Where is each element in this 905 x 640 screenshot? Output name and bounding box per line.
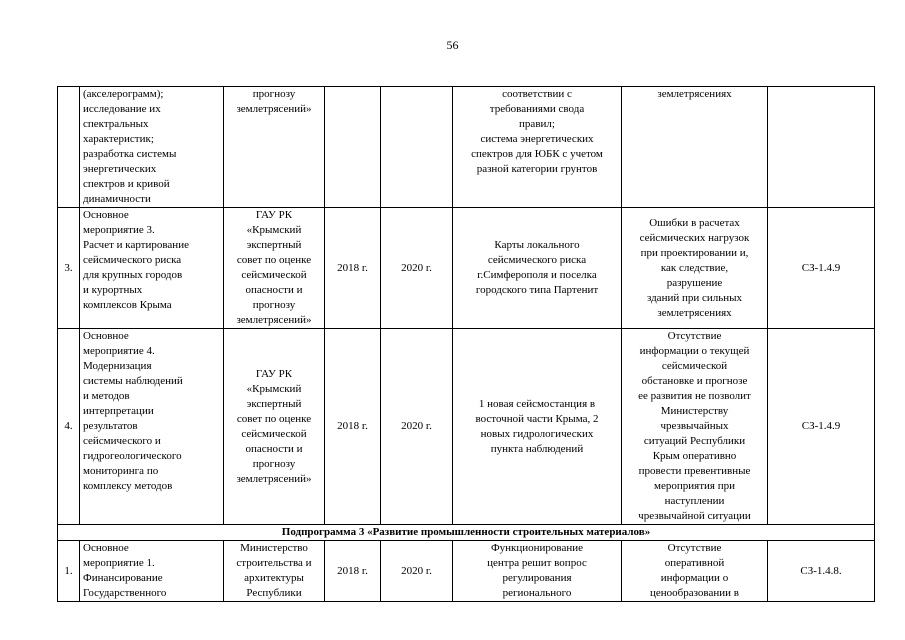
consequence-cell: Отсутствие информации о текущей сейсмической обстановке и прогнозе ее развития не позволит Министерству чрезвычайных ситуаций Республики Крым оперативно провести превентивные мероприятия при наступлении чрезвычайной ситуации xyxy=(622,329,768,525)
code-cell: СЗ-1.4.9 xyxy=(768,329,875,525)
start-year-cell: 2018 г. xyxy=(325,541,381,602)
page-number: 56 xyxy=(446,38,459,52)
executor-cell: Министерство строительства и архитектуры Республики xyxy=(224,541,325,602)
code-cell: СЗ-1.4.8. xyxy=(768,541,875,602)
end-year-cell: 2020 г. xyxy=(381,329,453,525)
result-cell: соответствии с требованиями свода правил; система энергетических спектров для ЮБК с учетом разной категории грунтов xyxy=(453,87,622,208)
end-year-cell: 2020 г. xyxy=(381,208,453,329)
row-number: 1. xyxy=(58,541,80,602)
table-row xyxy=(58,329,875,525)
activity-cell: Основное мероприятие 1. Финансирование Государственного xyxy=(80,541,224,602)
activity-cell: (акселерограмм); исследование их спектральных характеристик; разработка системы энергетических спектров и кривой динамичности xyxy=(80,87,224,208)
row-number xyxy=(58,87,80,208)
result-cell: 1 новая сейсмостанция в восточной части Крыма, 2 новых гидрологических пункта наблюдений xyxy=(453,329,622,525)
code-cell: СЗ-1.4.9 xyxy=(768,208,875,329)
subprogram-heading: Подпрограмма 3 «Развитие промышленности строительных материалов» xyxy=(58,525,875,541)
start-year-cell: 2018 г. xyxy=(325,208,381,329)
table-row xyxy=(58,541,875,602)
consequence-cell: землетрясениях xyxy=(622,87,768,208)
code-cell xyxy=(768,87,875,208)
result-cell: Карты локального сейсмического риска г.Симферополя и поселка городского типа Партенит xyxy=(453,208,622,329)
result-cell: Функционирование центра решит вопрос регулирования регионального xyxy=(453,541,622,602)
end-year-cell xyxy=(381,87,453,208)
start-year-cell xyxy=(325,87,381,208)
consequence-cell: Ошибки в расчетах сейсмических нагрузок при проектировании и, как следствие, разрушение зданий при сильных землетрясениях xyxy=(622,208,768,329)
start-year-cell: 2018 г. xyxy=(325,329,381,525)
executor-cell: прогнозу землетрясений» xyxy=(224,87,325,208)
activity-cell: Основное мероприятие 3. Расчет и картирование сейсмического риска для крупных городов и курортных комплексов Крыма xyxy=(80,208,224,329)
row-number: 3. xyxy=(58,208,80,329)
executor-cell: ГАУ РК «Крымский экспертный совет по оценке сейсмической опасности и прогнозу землетрясений» xyxy=(224,329,325,525)
end-year-cell: 2020 г. xyxy=(381,541,453,602)
program-table xyxy=(57,86,875,602)
activity-cell: Основное мероприятие 4. Модернизация системы наблюдений и методов интерпретации результатов сейсмического и гидрогеологического мониторинга по комплексу методов xyxy=(80,329,224,525)
table-row xyxy=(58,87,875,208)
subprogram-heading-row xyxy=(58,525,875,541)
consequence-cell: Отсутствие оперативной информации о ценообразовании в xyxy=(622,541,768,602)
table-row xyxy=(58,208,875,329)
row-number: 4. xyxy=(58,329,80,525)
executor-cell: ГАУ РК «Крымский экспертный совет по оценке сейсмической опасности и прогнозу землетрясений» xyxy=(224,208,325,329)
